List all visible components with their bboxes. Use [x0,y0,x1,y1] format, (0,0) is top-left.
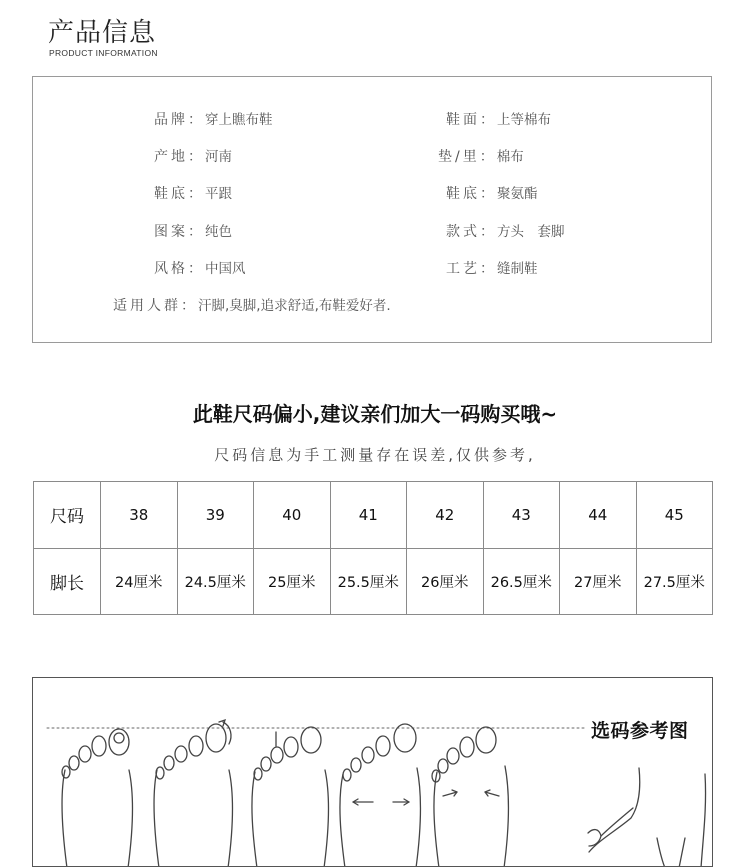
length-row-header: 脚长 [34,548,101,615]
size-cell: 41 [330,482,407,549]
size-cell: 42 [407,482,484,549]
info-upper [446,108,551,129]
info-brand [154,108,273,129]
info-brand-value: 穿上瞧布鞋 [205,112,273,128]
length-cell: 27厘米 [560,548,637,615]
foot-sketch-2 [154,720,232,867]
length-cell: 27.5厘米 [636,548,713,615]
size-cell: 40 [254,482,331,549]
info-audience-key: 适用人群： [113,298,198,314]
info-audience-value: 汗脚,臭脚,追求舒适,布鞋爱好者. [198,298,391,314]
info-style [154,257,246,278]
side-view-sketch [588,768,706,867]
length-cell: 26厘米 [407,548,484,615]
section-subtitle: PRODUCT INFORMATION [49,48,158,58]
info-origin-key: 产地： [154,149,205,165]
length-cell: 25.5厘米 [330,548,407,615]
size-cell: 39 [177,482,254,549]
length-cell: 24厘米 [101,548,178,615]
info-upper-key: 鞋面： [446,112,497,128]
info-pattern [154,220,232,241]
info-style-value: 中国风 [205,261,246,277]
info-sole-key: 鞋底： [154,186,205,202]
info-brand-key: 品牌： [154,112,205,128]
info-insole-value: 棉布 [496,149,524,165]
size-row [34,482,713,549]
size-table [33,481,713,615]
info-sole-material-value: 聚氨酯 [497,186,538,202]
info-craft-value: 缝制鞋 [497,261,538,277]
foot-sketch-4 [340,724,420,867]
info-pattern-value: 纯色 [205,224,232,240]
length-row [34,548,713,615]
size-notice: 此鞋尺码偏小,建议亲们加大一码购买哦~ [192,402,558,426]
info-origin-value: 河南 [205,149,232,165]
size-row-header: 尺码 [34,482,101,549]
section-title: 产品信息 [48,18,157,48]
size-cell: 44 [560,482,637,549]
info-craft [446,257,538,278]
info-sole-material [446,182,538,203]
info-style-key: 风格： [154,261,205,277]
info-style-fit-value: 方头 套脚 [497,224,565,240]
size-guide-title: 选码参考图 [591,720,689,742]
info-pattern-key: 图案： [154,224,205,240]
info-audience [113,294,391,315]
length-cell: 24.5厘米 [177,548,254,615]
info-insole [438,145,524,166]
info-sole-value: 平跟 [205,186,232,202]
info-style-fit-key: 款式： [446,224,497,240]
info-sole-material-key: 鞋底： [446,186,497,202]
foot-sketch-1 [62,729,132,867]
size-cell: 43 [483,482,560,549]
size-cell: 45 [636,482,713,549]
measurement-note: 尺码信息为手工测量存在误差,仅供参考, [214,446,536,464]
info-origin [154,145,232,166]
info-upper-value: 上等棉布 [497,112,551,128]
foot-sketch-3 [252,727,328,867]
length-cell: 25厘米 [254,548,331,615]
foot-sketch-5 [432,727,508,867]
product-info-box [32,76,712,343]
info-sole [154,182,232,203]
info-style-fit [446,220,565,241]
length-cell: 26.5厘米 [483,548,560,615]
info-insole-key: 垫/里： [438,149,497,165]
size-cell: 38 [101,482,178,549]
size-guide-figure [32,677,713,867]
foot-sketch-illustration [33,678,713,867]
info-craft-key: 工艺： [446,261,497,277]
